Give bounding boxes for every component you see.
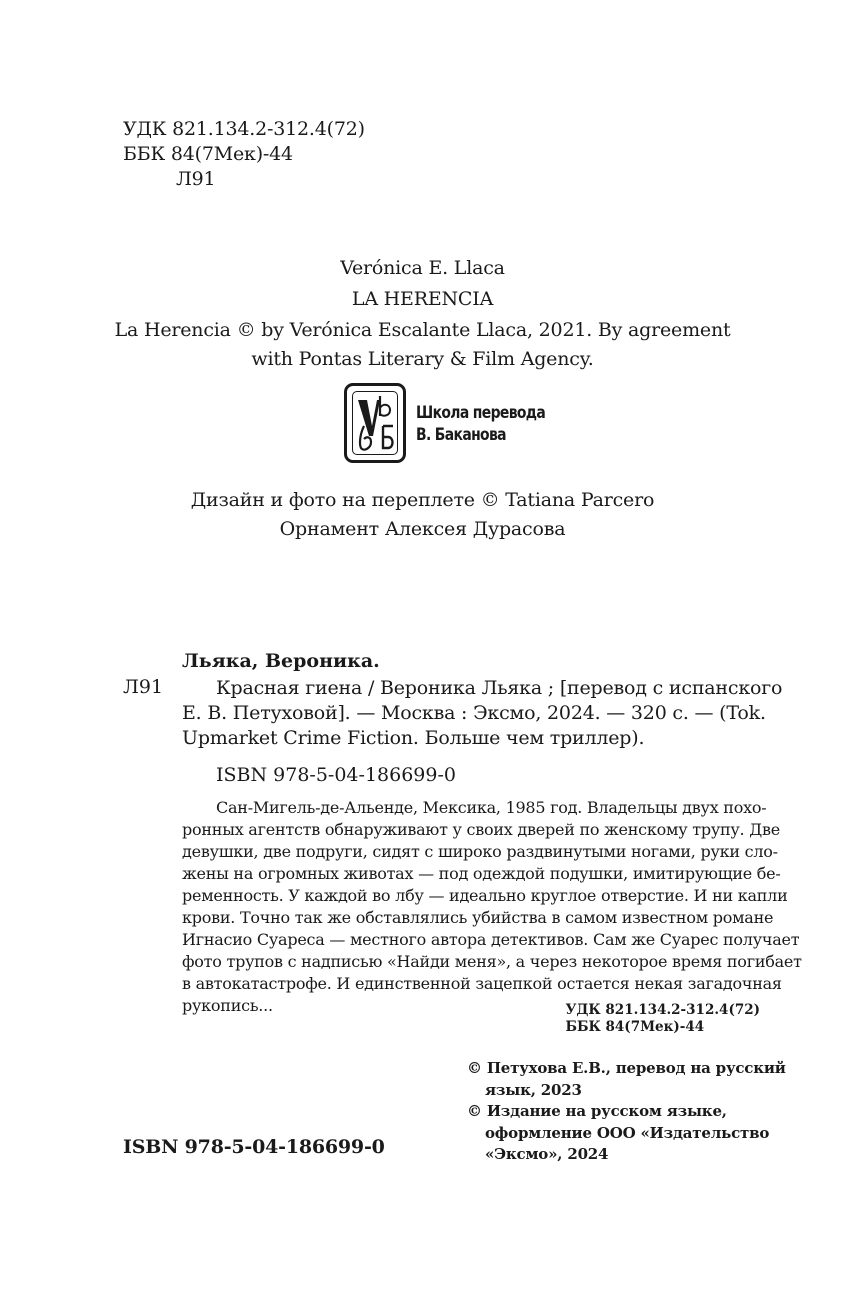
original-title: LA HERENCIA	[351, 288, 494, 310]
copyright-line: © Издание на русском языке,	[467, 1102, 727, 1120]
bib-description	[182, 676, 783, 751]
annotation-line: фото трупов с надписью «Найди меня», а через некоторое время погибает	[182, 952, 802, 971]
annotation-line: крови. Точно так же обставлялись убийства в самом известном романе	[182, 908, 774, 927]
design-credits	[0, 486, 845, 544]
annotation-classification	[565, 1002, 760, 1036]
annotation-bbk: ББК 84(7Мек)-44	[565, 1019, 705, 1035]
annotation-line: ременность. У каждой во лбу — идеально круглое отверстие. И ни капли	[182, 886, 788, 905]
copyright-block	[467, 1058, 786, 1166]
cover-design-credit: Дизайн и фото на переплете © Tatiana Parcero	[190, 489, 655, 511]
copyright-line: язык, 2023	[485, 1080, 582, 1099]
bib-isbn: ISBN 978-5-04-186699-0	[216, 764, 456, 786]
annotation-line: Игнасио Суареса — местного автора детективов. Сам же Суарес получает	[182, 930, 800, 949]
bbk-code: ББК 84(7Мек)-44	[123, 143, 293, 165]
copyright-line: оформление ООО «Издательство	[485, 1123, 770, 1142]
bib-author-mark: Л91	[123, 676, 164, 698]
annotation-line: Сан-Мигель-де-Альенде, Мексика, 1985 год. Владельцы двух похо-	[216, 798, 767, 817]
ornament-credit: Орнамент Алексея Дурасова	[279, 518, 566, 540]
bib-description-line: Е. В. Петуховой]. — Москва : Эксмо, 2024. — 320 с. — (Tok.	[182, 702, 766, 724]
isbn-bottom: ISBN 978-5-04-186699-0	[123, 1136, 385, 1158]
annotation-line: жены на огромных животах — под одеждой подушки, имитирующие бе-	[182, 864, 781, 883]
rights-line-2: with Pontas Literary & Film Agency.	[251, 348, 594, 370]
annotation-line: девушки, две подруги, сидят с широко раздвинутыми ногами, руки сло-	[182, 842, 778, 861]
annotation-line: в автокатастрофе. И единственной зацепкой остается некая загадочная	[182, 974, 782, 993]
annotation-udk: УДК 821.134.2-312.4(72)	[565, 1002, 760, 1018]
translation-school-logo	[344, 383, 544, 467]
annotation-line: рукопись...	[182, 996, 273, 1015]
logo-text-line-2: В. Баканова	[416, 425, 506, 445]
copyright-line: «Эксмо», 2024	[485, 1145, 609, 1163]
logo-emblem	[344, 383, 406, 463]
annotation	[182, 797, 802, 1017]
copyright-line: © Петухова Е.В., перевод на русский	[467, 1059, 786, 1077]
bib-description-line: Красная гиена / Вероника Льяка ; [перевод с испанского	[216, 677, 783, 699]
bib-description-line: Upmarket Crime Fiction. Больше чем триллер).	[182, 727, 645, 749]
udk-code: УДК 821.134.2-312.4(72)	[123, 118, 365, 140]
rights-line-1: La Herencia © by Verónica Escalante Llaca, 2021. By agreement	[114, 319, 731, 341]
annotation-line: ронных агентств обнаруживают у своих дверей по женскому трупу. Две	[182, 820, 780, 839]
author-mark: Л91	[176, 168, 216, 190]
original-author: Verónica E. Llaca	[340, 257, 505, 279]
bib-author-heading: Льяка, Вероника.	[182, 650, 380, 672]
logo-text-line-1: Школа перевода	[416, 403, 546, 423]
original-edition-block	[0, 254, 845, 374]
